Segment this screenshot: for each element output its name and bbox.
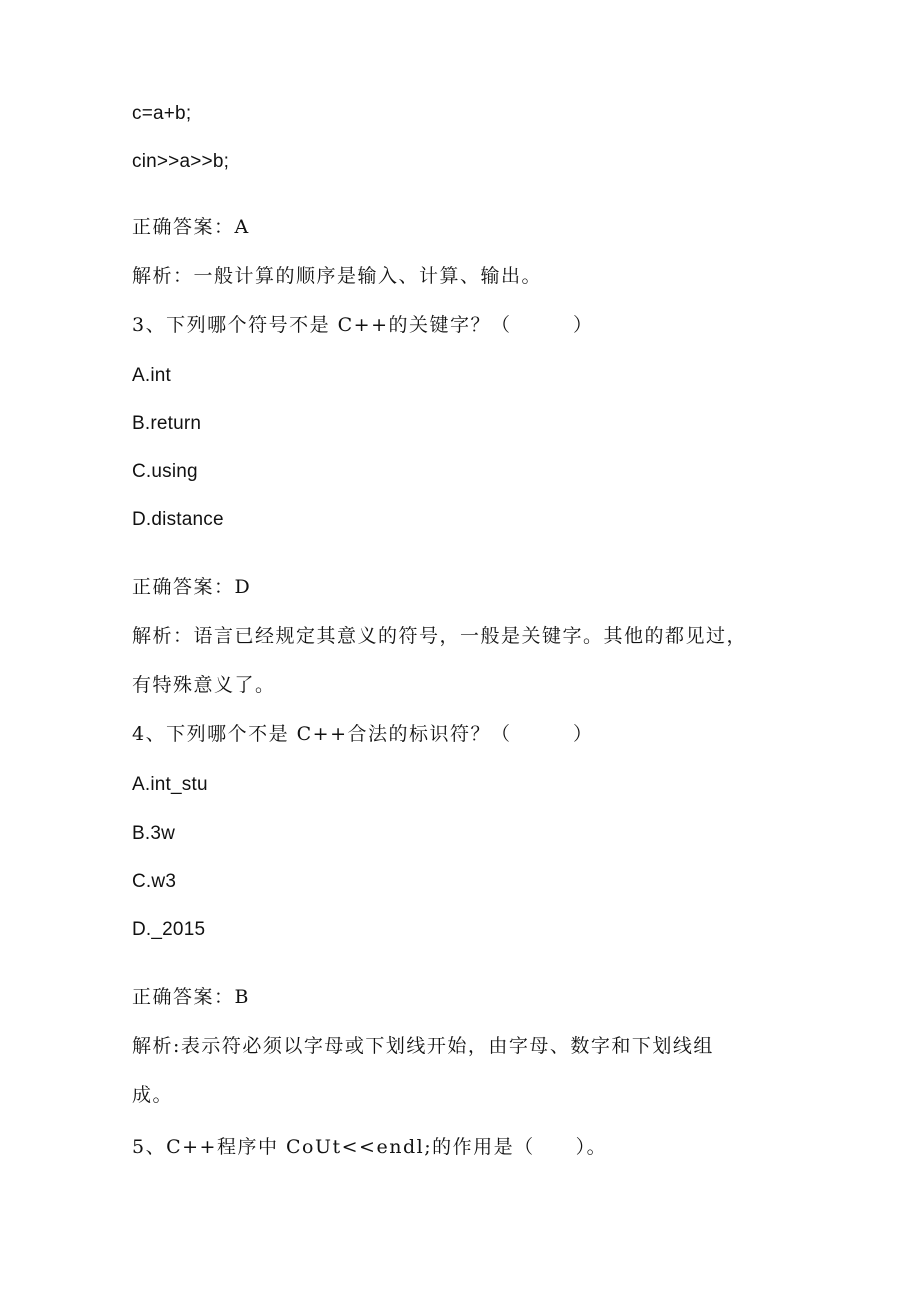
q3-question: 3、下列哪个符号不是 C++的关键字？（ ） [132,314,594,336]
q4-option-b: B.3w [132,823,176,844]
q5-question: 5、C++程序中 CoUt<<endl;的作用是（ ）。 [132,1136,608,1158]
q3-option-d: D.distance [132,509,224,530]
q3-option-a: A.int [132,365,172,386]
code-line-1: c=a+b; [132,103,192,124]
q4-question: 4、下列哪个不是 C++合法的标识符？（ ） [132,723,594,745]
q4-option-a: A.int_stu [132,774,208,795]
code-line-2: cin>>a>>b; [132,151,230,172]
q4-option-d: D._2015 [132,919,206,940]
q3-analysis-line-1: 解析：语言已经规定其意义的符号，一般是关键字。其他的都见过， [132,625,748,647]
q4-analysis-line-2: 成。 [132,1084,174,1106]
q3-answer: 正确答案：D [132,576,252,598]
q3-analysis-line-2: 有特殊意义了。 [132,674,276,696]
q4-answer: 正确答案：B [132,986,250,1008]
q4-option-c: C.w3 [132,871,177,892]
q3-option-b: B.return [132,413,202,434]
q3-option-c: C.using [132,461,198,482]
q2-answer: 正确答案：A [132,216,250,238]
q2-analysis: 解析：一般计算的顺序是输入、计算、输出。 [132,265,543,287]
q4-analysis-line-1: 解析:表示符必须以字母或下划线开始，由字母、数字和下划线组 [132,1035,714,1057]
